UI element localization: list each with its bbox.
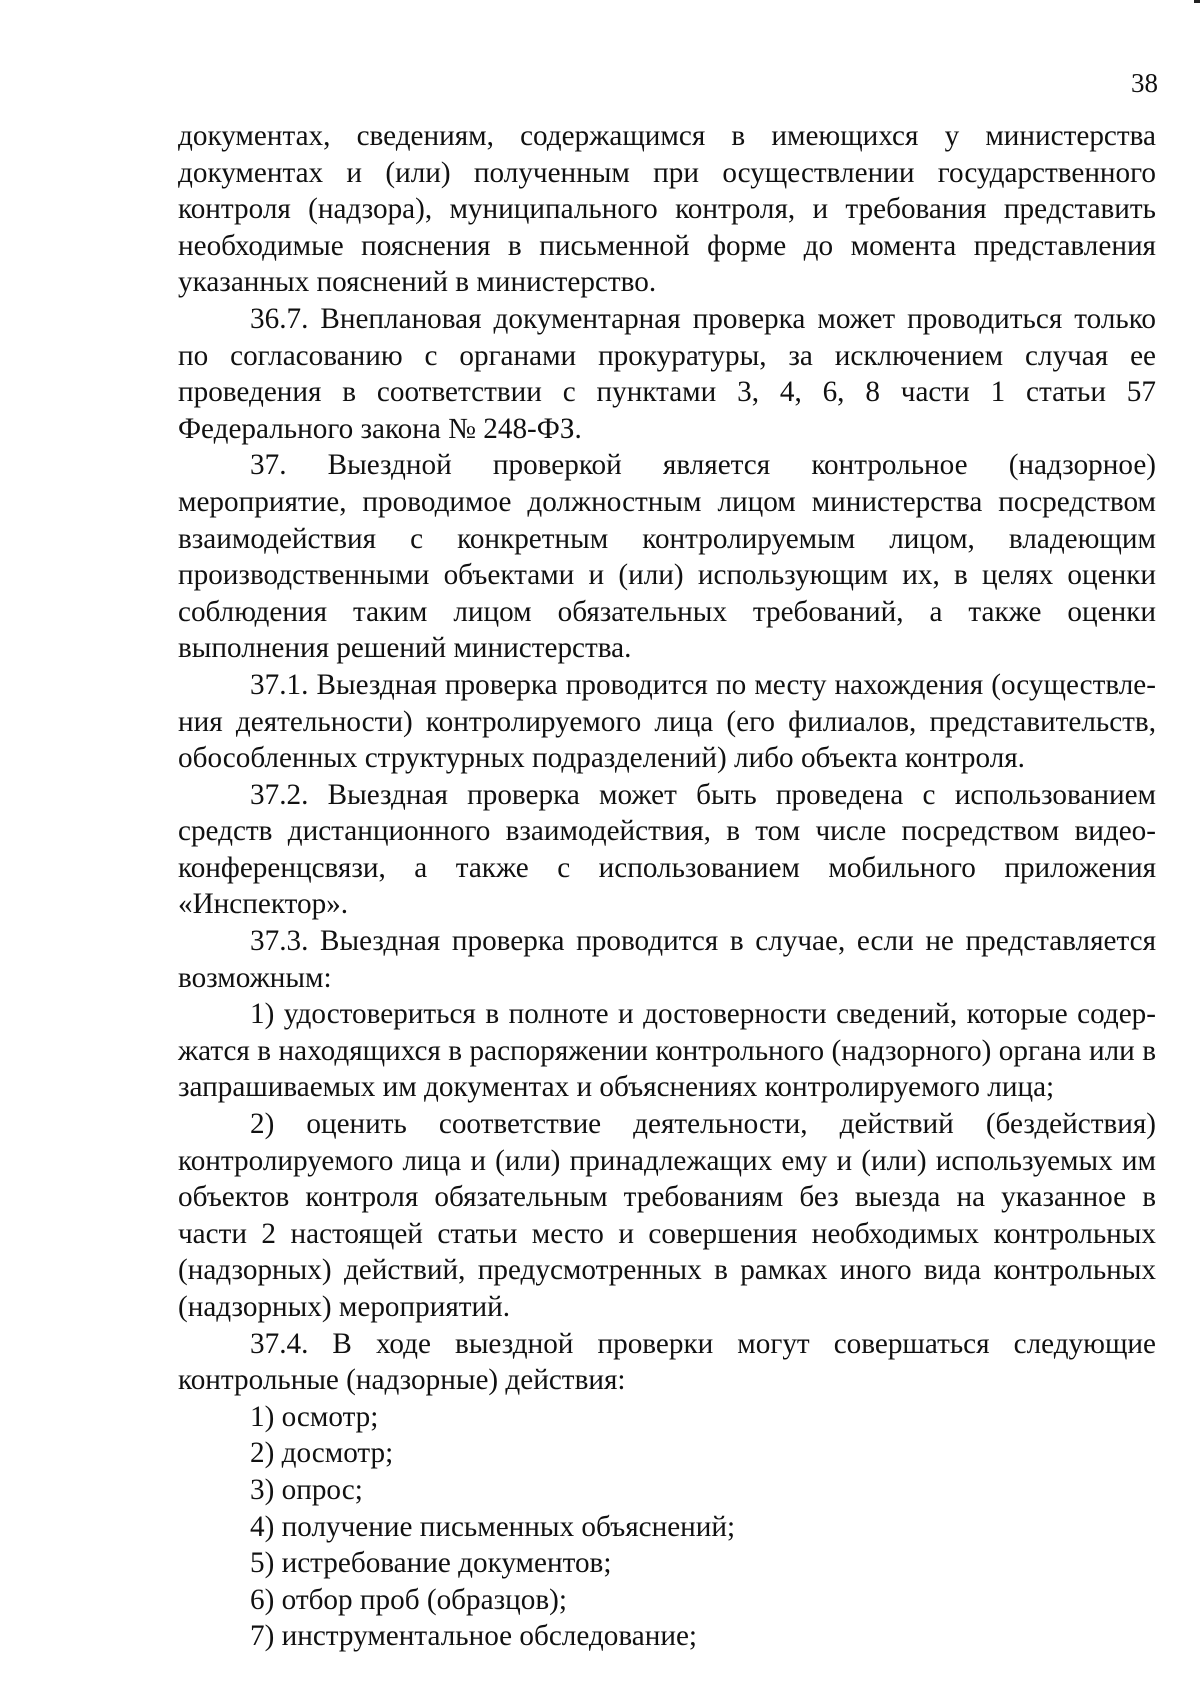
document-body bbox=[178, 118, 1156, 1655]
list-item: 7) инструментальное обследование; bbox=[250, 1620, 698, 1653]
list-item: 2) досмотр; bbox=[250, 1437, 394, 1470]
paragraph-37-3-item-1: 1) удостовериться в полноте и достоверности сведений, которые содержатся в находящихся в распоряжении контрольного (надзорного) органа или в запрашиваемых им документах и объяснениях контролируемого лица; bbox=[178, 998, 1156, 1104]
list-item: 3) опрос; bbox=[250, 1473, 363, 1506]
page-number: 38 bbox=[1131, 68, 1158, 98]
scan-corner-mark bbox=[1194, 0, 1200, 3]
paragraph-continuation: документах, сведениям, содержащимся в имеющихся у министерства документах и (или) полученным при осуществлении государственного контроля (надзора), муниципального контроля, и требования представить необходимые пояснения в письменной форме до момента представления указанных пояснений в министерство. bbox=[178, 120, 1156, 299]
list-item: 4) получение письменных объяснений; bbox=[250, 1510, 736, 1543]
paragraph-37-3-item-2: 2) оценить соответствие деятельности, действий (бездействия) контролируемого лица и (или) принадлежащих ему и (или) используемых им объектов контроля обязательным требованиям без выезда на указанное в части 2 настоящей статьи место и совершения необходимых контрольных (надзорных) действий, предусмотренных в рамках иного вида контрольных (надзорных) мероприятий. bbox=[178, 1108, 1156, 1323]
actions-list bbox=[178, 1399, 1156, 1655]
list-item: 5) истребование документов; bbox=[250, 1547, 612, 1580]
paragraph-37: 37. Выездной проверкой является контрольное (надзорное) мероприятие, проводимое должностным лицом министерства посредством взаимодействия с конкретным контролируемым лицом, владеющим производственными объектами и (или) использующим их, в целях оценки соблюдения таким лицом обязательных требований, а также оценки выполнения решений министерства. bbox=[178, 449, 1156, 665]
paragraph-37-2: 37.2. Выездная проверка может быть проведена с использованием средств дистанционного взаимодействия, в том числе посредством видео-конференцсвязи, а также с использованием мобильного приложения «Инспектор». bbox=[178, 778, 1156, 921]
list-item: 1) осмотр; bbox=[250, 1400, 379, 1433]
paragraph-37-4: 37.4. В ходе выездной проверки могут совершаться следующие контрольные (надзорные) действия: bbox=[178, 1327, 1156, 1397]
list-item: 6) отбор проб (образцов); bbox=[250, 1583, 567, 1616]
paragraph-37-3: 37.3. Выездная проверка проводится в случае, если не представляется возможным: bbox=[178, 925, 1156, 994]
paragraph-37-1: 37.1. Выездная проверка проводится по месту нахождения (осуществления деятельности) контролируемого лица (его филиалов, представительств, обособленных структурных подразделений) либо объекта контроля. bbox=[178, 668, 1156, 775]
paragraph-36-7: 36.7. Внеплановая документарная проверка может проводиться только по согласованию с органами прокуратуры, за исключением случая ее проведения в соответствии с пунктами 3, 4, 6, 8 части 1 статьи 57 Федерального закона № 248-ФЗ. bbox=[178, 302, 1156, 445]
